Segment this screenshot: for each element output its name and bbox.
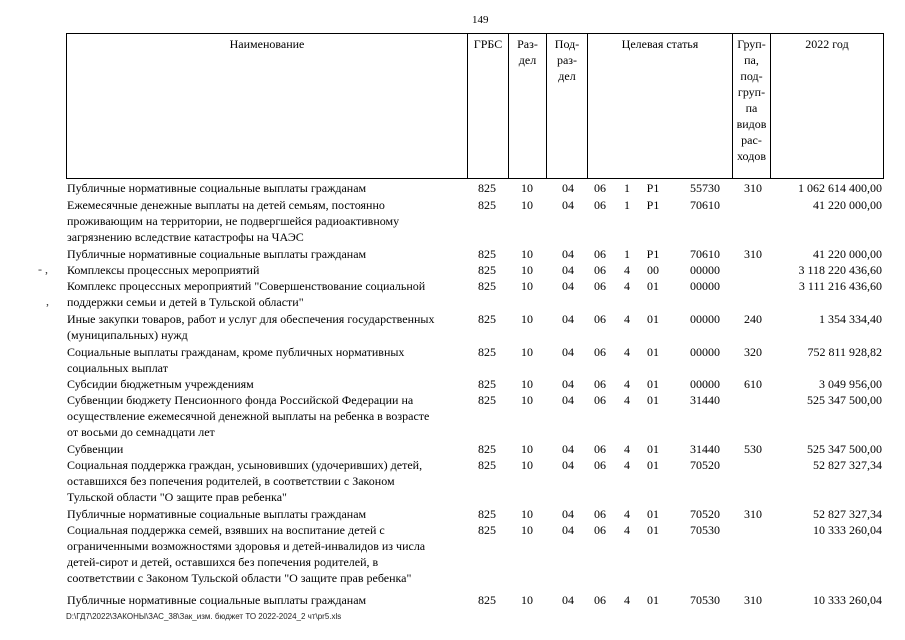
row-target-type: 4 bbox=[624, 263, 630, 277]
header-vr-line: па, bbox=[744, 53, 759, 67]
row-podrazdel: 04 bbox=[562, 181, 574, 195]
row-target-main: 01 bbox=[647, 279, 659, 293]
row-target-direction: 70520 bbox=[690, 507, 720, 521]
row-grbs: 825 bbox=[478, 279, 496, 293]
row-razdel: 10 bbox=[521, 198, 533, 212]
header-vr-line: видов bbox=[736, 117, 767, 131]
row-name bbox=[67, 197, 467, 245]
header-target-line: Целевая статья bbox=[621, 37, 699, 51]
row-target-direction: 70610 bbox=[690, 247, 720, 261]
row-target-direction: 00000 bbox=[690, 312, 720, 326]
row-razdel: 10 bbox=[521, 263, 533, 277]
row-name-line: соответствии с Законом Тульской области "О защите прав ребенка" bbox=[67, 571, 412, 585]
row-target-type: 4 bbox=[624, 442, 630, 456]
row-name-line: Социальные выплаты гражданам, кроме публичных нормативных bbox=[67, 345, 405, 359]
row-target-direction: 70520 bbox=[690, 458, 720, 472]
row-target-main: 01 bbox=[647, 507, 659, 521]
row-target-direction: 00000 bbox=[690, 345, 720, 359]
row-target-program: 06 bbox=[594, 279, 606, 293]
row-target-type: 1 bbox=[624, 198, 630, 212]
row-amount: 52 827 327,34 bbox=[813, 507, 882, 521]
row-podrazdel: 04 bbox=[562, 345, 574, 359]
row-grbs: 825 bbox=[478, 593, 496, 607]
row-name-line: (муниципальных) нужд bbox=[67, 328, 188, 342]
row-grbs: 825 bbox=[478, 181, 496, 195]
row-grbs: 825 bbox=[478, 263, 496, 277]
row-name bbox=[67, 376, 467, 392]
row-razdel: 10 bbox=[521, 523, 533, 537]
row-razdel: 10 bbox=[521, 507, 533, 521]
row-vr: 240 bbox=[744, 312, 762, 326]
row-target-type: 4 bbox=[624, 507, 630, 521]
page-number: 149 bbox=[472, 14, 489, 26]
row-podrazdel: 04 bbox=[562, 507, 574, 521]
row-name-line: детей-сирот и детей, оставшихся без попечения родителей, в bbox=[67, 555, 379, 569]
row-name-line: Ежемесячные денежные выплаты на детей семьям, постоянно bbox=[67, 198, 385, 212]
row-name bbox=[67, 392, 467, 440]
row-amount: 3 049 956,00 bbox=[819, 377, 882, 391]
row-target-program: 06 bbox=[594, 458, 606, 472]
row-name-line: Субсидии бюджетным учреждениям bbox=[67, 377, 254, 391]
row-grbs: 825 bbox=[478, 247, 496, 261]
row-name-line: от восьми до семнадцати лет bbox=[67, 425, 215, 439]
row-podrazdel: 04 bbox=[562, 523, 574, 537]
row-target-program: 06 bbox=[594, 593, 606, 607]
row-razdel: 10 bbox=[521, 593, 533, 607]
header-grbs-line: ГРБС bbox=[473, 37, 503, 51]
row-target-direction: 70610 bbox=[690, 198, 720, 212]
row-amount: 525 347 500,00 bbox=[807, 442, 882, 456]
row-grbs: 825 bbox=[478, 442, 496, 456]
scan-mark: , bbox=[46, 294, 49, 308]
row-target-type: 4 bbox=[624, 393, 630, 407]
row-target-main: 01 bbox=[647, 312, 659, 326]
row-podrazdel: 04 bbox=[562, 458, 574, 472]
header-vr-line: па bbox=[745, 101, 758, 115]
row-target-type: 4 bbox=[624, 523, 630, 537]
row-target-program: 06 bbox=[594, 345, 606, 359]
row-grbs: 825 bbox=[478, 345, 496, 359]
row-amount: 52 827 327,34 bbox=[813, 458, 882, 472]
row-razdel: 10 bbox=[521, 345, 533, 359]
row-target-main: 00 bbox=[647, 263, 659, 277]
row-name-line: Публичные нормативные социальные выплаты гражданам bbox=[67, 593, 367, 607]
header-razdel-line: Раз- bbox=[517, 37, 538, 51]
row-target-program: 06 bbox=[594, 523, 606, 537]
header-name-line: Наименование bbox=[229, 37, 305, 51]
row-target-main: 01 bbox=[647, 442, 659, 456]
row-razdel: 10 bbox=[521, 279, 533, 293]
row-target-program: 06 bbox=[594, 393, 606, 407]
row-podrazdel: 04 bbox=[562, 198, 574, 212]
row-grbs: 825 bbox=[478, 507, 496, 521]
header-vr-line: ходов bbox=[737, 149, 766, 163]
row-amount: 10 333 260,04 bbox=[813, 523, 882, 537]
row-name-line: проживающим на территории, не подвергшейся радиоактивному bbox=[67, 214, 400, 228]
row-name bbox=[67, 278, 467, 310]
row-amount: 1 062 614 400,00 bbox=[798, 181, 882, 195]
row-amount: 41 220 000,00 bbox=[813, 247, 882, 261]
row-vr: 310 bbox=[744, 181, 762, 195]
row-grbs: 825 bbox=[478, 523, 496, 537]
row-podrazdel: 04 bbox=[562, 312, 574, 326]
row-target-program: 06 bbox=[594, 507, 606, 521]
row-target-main: 01 bbox=[647, 593, 659, 607]
header-vr-line: под- bbox=[740, 69, 763, 83]
row-razdel: 10 bbox=[521, 377, 533, 391]
row-podrazdel: 04 bbox=[562, 263, 574, 277]
row-amount: 525 347 500,00 bbox=[807, 393, 882, 407]
row-target-direction: 00000 bbox=[690, 279, 720, 293]
row-name bbox=[67, 506, 467, 522]
row-name bbox=[67, 457, 467, 505]
row-target-program: 06 bbox=[594, 263, 606, 277]
row-name-line: Комплекс процессных мероприятий "Совершенствование социальной bbox=[67, 279, 426, 293]
row-podrazdel: 04 bbox=[562, 279, 574, 293]
row-amount: 3 118 220 436,60 bbox=[798, 263, 882, 277]
row-razdel: 10 bbox=[521, 247, 533, 261]
row-amount: 10 333 260,04 bbox=[813, 593, 882, 607]
row-podrazdel: 04 bbox=[562, 442, 574, 456]
header-vr-line: рас- bbox=[741, 133, 762, 147]
row-target-main: 01 bbox=[647, 458, 659, 472]
row-target-program: 06 bbox=[594, 312, 606, 326]
row-razdel: 10 bbox=[521, 393, 533, 407]
row-target-main: 01 bbox=[647, 393, 659, 407]
row-target-program: 06 bbox=[594, 247, 606, 261]
row-target-direction: 31440 bbox=[690, 393, 720, 407]
row-target-main: 01 bbox=[647, 377, 659, 391]
row-razdel: 10 bbox=[521, 442, 533, 456]
row-grbs: 825 bbox=[478, 377, 496, 391]
row-name bbox=[67, 311, 467, 343]
row-vr: 310 bbox=[744, 247, 762, 261]
row-name-line: загрязнению вследствие катастрофы на ЧАЭС bbox=[67, 230, 304, 244]
header-podrazdel-line: раз- bbox=[556, 53, 578, 67]
row-target-main: Р1 bbox=[646, 247, 660, 261]
row-target-program: 06 bbox=[594, 377, 606, 391]
header-podrazdel-line: дел bbox=[558, 69, 576, 83]
row-name bbox=[67, 262, 467, 278]
row-podrazdel: 04 bbox=[562, 377, 574, 391]
row-name-line: социальных выплат bbox=[67, 361, 168, 375]
row-name-line: осуществление ежемесячной денежной выплаты на ребенка в возрасте bbox=[67, 409, 430, 423]
row-name bbox=[67, 441, 467, 457]
row-vr: 310 bbox=[744, 507, 762, 521]
row-name-line: Субвенции bbox=[67, 442, 124, 456]
row-target-type: 4 bbox=[624, 458, 630, 472]
row-name bbox=[67, 344, 467, 376]
row-target-program: 06 bbox=[594, 198, 606, 212]
row-target-type: 1 bbox=[624, 181, 630, 195]
row-vr: 320 bbox=[744, 345, 762, 359]
row-razdel: 10 bbox=[521, 181, 533, 195]
row-target-direction: 55730 bbox=[690, 181, 720, 195]
row-target-main: Р1 bbox=[646, 181, 660, 195]
row-name-line: ограниченными возможностями здоровья и детей-инвалидов из числа bbox=[67, 539, 426, 553]
header-year-line: 2022 год bbox=[805, 37, 849, 51]
row-target-main: 01 bbox=[647, 523, 659, 537]
row-podrazdel: 04 bbox=[562, 593, 574, 607]
row-podrazdel: 04 bbox=[562, 393, 574, 407]
row-name-line: оставшихся без попечения родителей, в соответствии с Законом bbox=[67, 474, 395, 488]
row-vr: 610 bbox=[744, 377, 762, 391]
row-target-program: 06 bbox=[594, 181, 606, 195]
row-name-line: Публичные нормативные социальные выплаты гражданам bbox=[67, 181, 367, 195]
row-name-line: Публичные нормативные социальные выплаты гражданам bbox=[67, 247, 367, 261]
row-target-type: 1 bbox=[624, 247, 630, 261]
row-name-line: Тульской области "О защите прав ребенка" bbox=[67, 490, 287, 504]
row-razdel: 10 bbox=[521, 312, 533, 326]
row-amount: 752 811 928,82 bbox=[807, 345, 882, 359]
row-name-line: Субвенции бюджету Пенсионного фонда Российской Федерации на bbox=[67, 393, 414, 407]
row-amount: 1 354 334,40 bbox=[819, 312, 882, 326]
row-target-program: 06 bbox=[594, 442, 606, 456]
row-name-line: Публичные нормативные социальные выплаты гражданам bbox=[67, 507, 367, 521]
row-target-type: 4 bbox=[624, 377, 630, 391]
header-razdel-line: дел bbox=[518, 53, 537, 67]
row-name-line: Иные закупки товаров, работ и услуг для обеспечения государственных bbox=[67, 312, 435, 326]
row-name bbox=[67, 246, 467, 262]
row-name-line: поддержки семьи и детей в Тульской области" bbox=[67, 295, 304, 309]
row-grbs: 825 bbox=[478, 312, 496, 326]
row-name bbox=[67, 180, 467, 196]
row-name-line: Социальная поддержка граждан, усыновивших (удочеривших) детей, bbox=[67, 458, 423, 472]
row-vr: 310 bbox=[744, 593, 762, 607]
row-podrazdel: 04 bbox=[562, 247, 574, 261]
row-target-type: 4 bbox=[624, 345, 630, 359]
row-name-line: Социальная поддержка семей, взявших на воспитание детей с bbox=[67, 523, 385, 537]
row-target-direction: 31440 bbox=[690, 442, 720, 456]
row-name bbox=[67, 592, 467, 608]
row-name bbox=[67, 522, 467, 586]
header-vr-line: Груп- bbox=[737, 37, 766, 51]
row-target-type: 4 bbox=[624, 279, 630, 293]
row-target-direction: 00000 bbox=[690, 377, 720, 391]
row-target-main: 01 bbox=[647, 345, 659, 359]
file-path-footer: D:\ГД7\2022\ЗАКОНЫ\ЗАС_38\Зак_изм. бюджет ТО 2022-2024_2 чт\pr5.xls bbox=[66, 612, 342, 621]
row-amount: 3 111 216 436,60 bbox=[798, 279, 882, 293]
row-name-line: Комплексы процессных мероприятий bbox=[67, 263, 260, 277]
row-target-direction: 00000 bbox=[690, 263, 720, 277]
row-target-main: Р1 bbox=[646, 198, 660, 212]
scan-mark: - , bbox=[38, 262, 48, 276]
row-target-type: 4 bbox=[624, 312, 630, 326]
row-grbs: 825 bbox=[478, 458, 496, 472]
row-grbs: 825 bbox=[478, 198, 496, 212]
header-vr-line: груп- bbox=[737, 85, 766, 99]
row-target-direction: 70530 bbox=[690, 593, 720, 607]
row-grbs: 825 bbox=[478, 393, 496, 407]
row-razdel: 10 bbox=[521, 458, 533, 472]
header-podrazdel-line: Под- bbox=[554, 37, 580, 51]
row-vr: 530 bbox=[744, 442, 762, 456]
row-target-direction: 70530 bbox=[690, 523, 720, 537]
row-amount: 41 220 000,00 bbox=[813, 198, 882, 212]
row-target-type: 4 bbox=[624, 593, 630, 607]
